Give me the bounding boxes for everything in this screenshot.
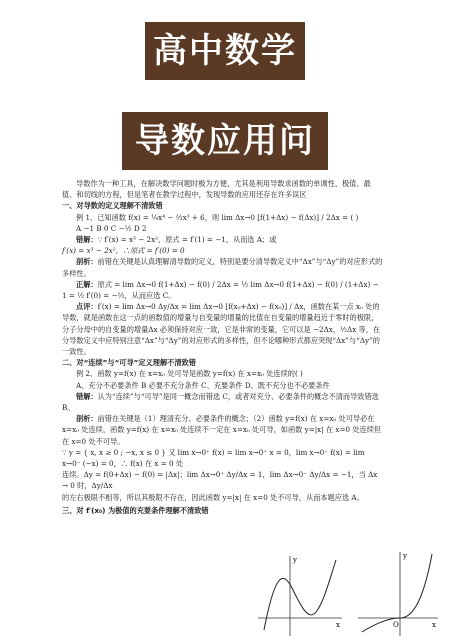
x-axis-label-left: x	[336, 621, 340, 629]
x-axis-label-right: x	[432, 621, 436, 629]
y-axis-label-left: y	[293, 556, 297, 564]
example-2-analysis-piecewise: ∵ y = { x, x ≥ 0 ; −x, x ≤ 0 } 又 lim x→0⁺ f(x) = lim x→0⁺ x = 0，lim x→0⁻ f(x) = lim x→0⁻ (−x) = 0，∴ f(x) 在 x = 0 处	[62, 447, 365, 469]
curve-left	[264, 560, 336, 630]
graph-left	[258, 556, 342, 636]
section-2-heading: 二、对“连续”与“可导”定义理解不清致错	[62, 358, 196, 368]
document-body	[62, 178, 384, 516]
example-1-question: 例 1、已知函数 f(x) = ¼x⁴ − ⅔x³ + 6，则 lim Δx→0 [f(1+Δx) − f(Δx)] / 2Δx = ( )	[76, 212, 359, 222]
correct-solution-text: 原式 = lim Δx→0 f(1+Δx) − f(0) / 2Δx = ½ lim Δx→0 f(1+Δx) − f(0) / (1+Δx) − 1 = ½ f′(0) = −½，从而应选 C。	[62, 279, 379, 301]
intro-paragraph: 导数作为一种工具，在解决数学问题时极为方便，尤其是利用导数求函数的单调性、极值、最值、和切线的方程，但是笔者在教学过程中，发现导数的应用还存在许多误区	[62, 179, 371, 200]
comment-label: 点评：	[76, 302, 98, 312]
analysis-label: 剖析：	[76, 257, 98, 267]
example-1-wrong-solution-cont: f′(x) = x³ − 2x²，∴原式 = f′(0) = 0	[62, 246, 185, 256]
analysis-text: 前错在关键是认真理解清导数的定义，特别是要分清导数定义中“Δx”与“Δy”的对应形式的多样性。	[62, 257, 383, 278]
correct-solution-label: 正解：	[76, 279, 98, 289]
title-banner-topic: 导数应用问题	[122, 112, 328, 170]
wrong-solution-label: 错解：	[76, 235, 98, 245]
section-3-heading: 三、对 f′(x₀) 为极值的充要条件理解不清致错	[62, 505, 209, 515]
example-2-options: A、充分不必要条件 B 必要不充分条件 C、充要条件 D、既不充分也不必要条件	[76, 380, 330, 390]
wrong-solution-label: 错解：	[76, 391, 98, 401]
y-axis-label-right: y	[403, 552, 407, 560]
graph-right	[358, 552, 438, 636]
example-2-analysis-conclusion: 的左右极限不相等，所以其极限不存在，因此函数 y=|x| 在 x=0 处不可导，从而本题应选 A。	[62, 492, 364, 502]
example-1-options: A −1 B 0 C −½ D 2	[76, 223, 147, 233]
origin-label-right: O	[393, 621, 399, 629]
title-banner-math: 高中数学	[145, 22, 305, 80]
example-2-wrong-solution	[62, 391, 384, 413]
example-2-analysis	[62, 413, 384, 447]
section-1-heading: 一、对导数的定义理解不清致错	[62, 201, 163, 211]
wrong-solution-text: 认为“连续”与“可导”是同一概念而错选 C，或者对充分、必要条件的概念不清而导致错选 B。	[62, 391, 379, 413]
example-2-analysis-limits: 连续。Δy = f(0+Δx) − f(0) = |Δx|；lim Δx→0⁺ Δy/Δx = 1，lim Δx→0⁻ Δy/Δx = −1，当 Δx → 0 时，Δy/Δx	[62, 470, 378, 491]
example-1-correct-solution	[62, 279, 384, 301]
example-1-analysis	[62, 256, 384, 278]
analysis-text: 前错在关键是（1）理清充分、必要条件的概念；（2）函数 y=f(x) 在 x=x₀ 处可导必在 x=x₀ 处连续，函数 y=f(x) 在 x=x₀ 处连续不一定在 x=x₀ 处可导，如函数 y=|x| 在 x=0 处连续但在 x=0 处不可导。	[62, 414, 382, 446]
example-1-wrong-solution	[62, 234, 384, 245]
comment-text: f′(x) = lim Δx→0 Δy/Δx = lim Δx→0 [f(x₀+Δx) − f(x₀)] / Δx，函数在某一点 x₀ 处的导数，就是函数在这一点的函数值的增量与自变量的增量的比值在自变量的增量趋近于零时的极限，分子分母中的自变量的增量Δx 必须保持对应一致，它是非常的变量，它可以是 −2Δx，½Δx 等，在分导数定义中应特别注意“Δx”与“Δy”的对应形式的多样性，但不论哪种形式都应突现“Δx”与“Δy”的一致性。	[62, 302, 381, 357]
wrong-solution-text: ∵ f′(x) = x³ − 2x²，原式 = f′(1) = −1，从而选 A；或	[97, 235, 277, 245]
example-1-comment	[62, 301, 384, 357]
analysis-label: 剖析：	[76, 414, 98, 424]
example-2-question: 例 2、函数 y=f(x) 在 x=x₀ 处可导是函数 y=f(x) 在 x=x₀ 处连续的( )	[76, 369, 303, 379]
function-graphs-figure	[250, 548, 440, 636]
